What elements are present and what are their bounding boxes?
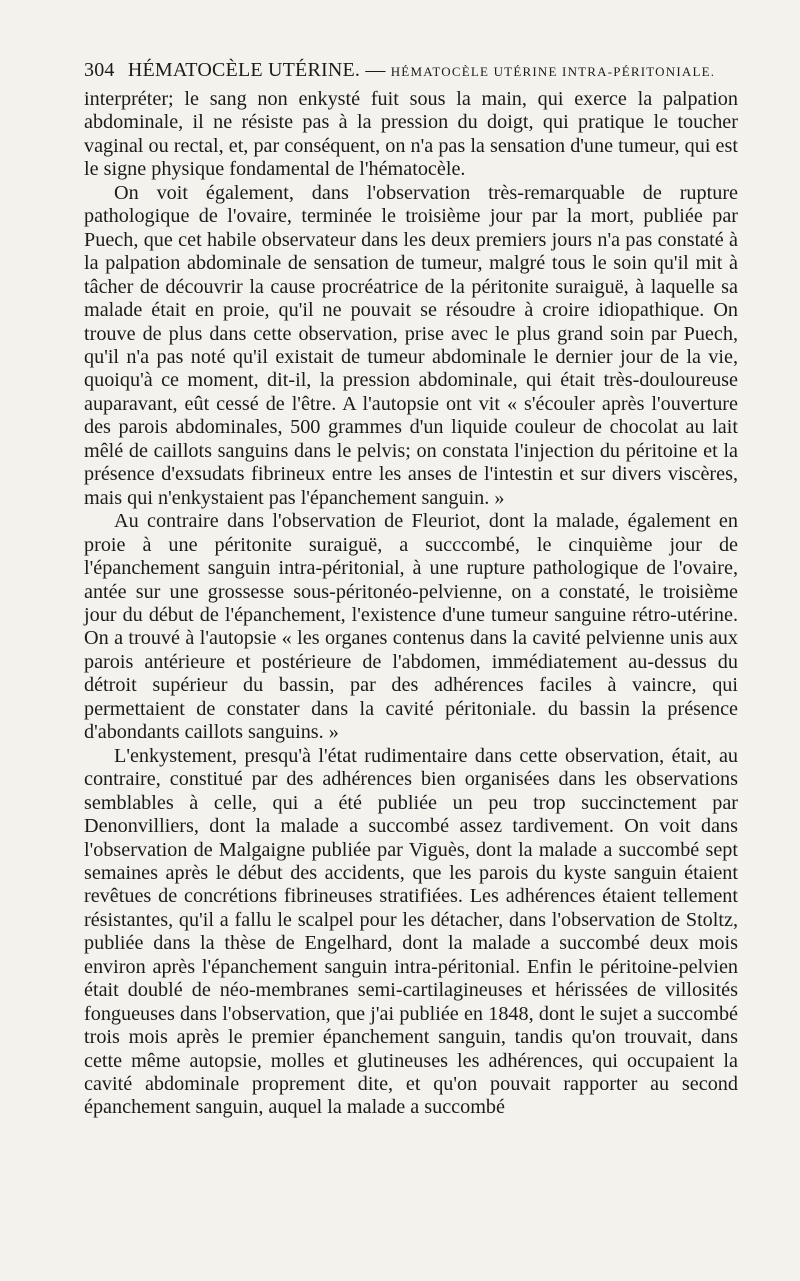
paragraph: On voit également, dans l'observation très-remarquable de rupture pathologique de l'ovaire, terminée le troisième jour par la mort, publiée par Puech, que cet habile observateur dans les deux premiers jours n'a pas constaté à la palpation abdominale de sensation de tumeur, malgré tous le soin qu'il mit à tâcher de découvrir la cause procréatrice de la péritonite suraiguë, à laquelle sa malade était en proie, qu'il ne pouvait se résoudre à croire idiopathique. On trouve de plus dans cette observation, prise avec le plus grand soin par Puech, qu'il n'a pas noté qu'il existait de tumeur abdominale le dernier jour de la vie, quoiqu'à ce moment, dit-il, la pression abdominale, qui était très-douloureuse auparavant, eût cessé de l'être. A l'autopsie ont vit « s'écouler après l'ouverture des parois abdominales, 500 grammes d'un liquide couleur de chocolat au lait mêlé de caillots sanguins dans le pelvis; on constata l'injection du péritoine et la présence d'exsudats fibrineux entre les anses de l'intestin et sur divers viscères, mais qui n'enkystaient pas l'épanchement sanguin. »	[84, 181, 738, 509]
paragraph: L'enkystement, presqu'à l'état rudimentaire dans cette observation, était, au contraire, constitué par des adhérences bien organisées dans les observations semblables à celle, qui a été publiée un peu trop succinctement par Denonvilliers, dont la malade a succombé assez tardivement. On voit dans l'observation de Malgaigne publiée par Viguès, dont la malade a succombé sept semaines après le début des accidents, que les parois du kyste sanguin étaient revêtues de concrétions fibrineuses stratifiées. Les adhérences étaient tellement résistantes, qu'il a fallu le scalpel pour les détacher, dans l'observation de Stoltz, publiée dans la thèse de Engelhard, dont la malade a succombé deux mois environ après l'épanchement sanguin intra-péritonial. Enfin le péritoine-pelvien était doublé de néo-membranes semi-cartilagineuses et hérissées de villosités fongueuses dans l'observation, que j'ai publiée en 1848, dont le sujet a succombé trois mois après le premier épanchement sanguin, tandis qu'on trouvait, dans cette même autopsie, molles et glutineuses les adhérences, qui occupaient la cavité abdominale proprement dite, et qu'on pouvait rapporter au second épanchement sanguin, auquel la malade a succombé	[84, 744, 738, 1119]
running-title: HÉMATOCÈLE UTÉRINE.	[127, 59, 361, 81]
page-number: 304	[84, 59, 115, 81]
paragraph: Au contraire dans l'observation de Fleuriot, dont la malade, également en proie à une péritonite suraiguë, a succcombé, le cinquième jour de l'épanchement sanguin intra-péritonial, à une rupture pathologique de l'ovaire, antée sur une grossesse sous-péritonéo-pelvienne, on a constaté, le troisième jour du début de l'épanchement, l'existence d'une tumeur sanguine rétro-utérine. On a trouvé à l'autopsie « les organes contenus dans la cavité pelvienne unis aux parois antérieure et postérieure de l'abdomen, immédiatement au-dessus du détroit supérieur du bassin, par des adhérences faciles à vaincre, qui permettaient de constater dans la cavité péritoniale. du bassin la présence d'abondants caillots sanguins. »	[84, 510, 738, 744]
page-content	[84, 56, 738, 1120]
running-subtitle: HÉMATOCÈLE UTÉRINE INTRA-PÉRITONIALE.	[390, 64, 716, 79]
paragraph: interpréter; le sang non enkysté fuit sous la main, qui exerce la palpation abdominale, il ne résiste pas à la pression du doigt, qui pratique le toucher vaginal ou rectal, et, par conséquent, on n'a pas la sensation d'une tumeur, qui est le signe physique fondamental de l'hématocèle.	[84, 88, 738, 181]
running-head	[84, 56, 738, 88]
body-text	[84, 88, 738, 1120]
running-head-dash: —	[365, 59, 386, 81]
